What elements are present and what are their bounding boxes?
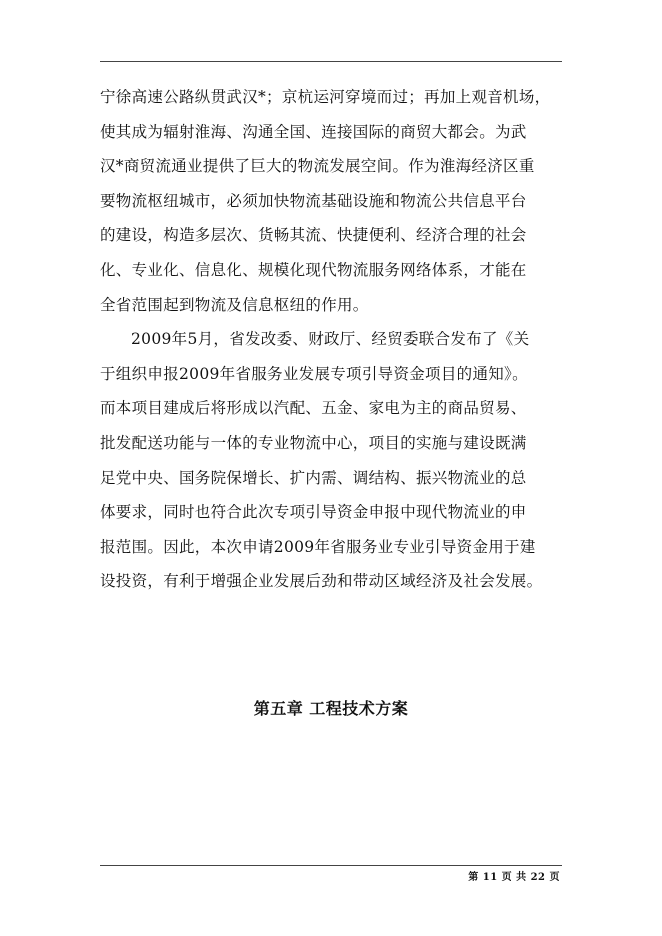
page-number: 第 11 页 共 22 页 [468, 872, 560, 883]
text-line: 化、专业化、信息化、规模化现代物流服务网络体系，才能在 [100, 260, 527, 279]
paragraph-2 [100, 322, 570, 599]
text-line: 要物流枢纽城市，必须加快物流基础设施和物流公共信息平台 [100, 191, 527, 210]
text-line: 报范围。因此，本次申请2009年省服务业专业引导资金用于建 [100, 537, 536, 556]
body-text [100, 80, 570, 599]
text-line: 足党中央、国务院保增长、扩内需、调结构、振兴物流业的总 [100, 468, 527, 487]
text-line: 使其成为辐射淮海、沟通全国、连接国际的商贸大都会。为武 [100, 122, 527, 141]
text-line: 全省范围起到物流及信息枢纽的作用。 [100, 295, 369, 314]
text-line: 于组织申报2009年省服务业发展专项引导资金项目的通知》。 [100, 364, 528, 383]
text-line: 而本项目建成后将形成以汽配、五金、家电为主的商品贸易、 [100, 399, 527, 418]
text-line: 宁徐高速公路纵贯武汉*；京杭运河穿境而过；再加上观音机场， [100, 88, 551, 106]
text-line: 2009年5月，省发改委、财政厅、经贸委联合发布了《关 [131, 330, 530, 349]
text-line: 汉*商贸流通业提供了巨大的物流发展空间。作为淮海经济区重 [100, 157, 535, 176]
chapter-title: 第五章 工程技术方案 [253, 699, 409, 718]
text-line: 批发配送功能与一体的专业物流中心，项目的实施与建设既满 [100, 433, 527, 452]
text-line: 体要求，同时也符合此次专项引导资金申报中现代物流业的申 [100, 503, 527, 522]
header-rule [100, 61, 562, 62]
text-line: 设投资，有利于增强企业发展后劲和带动区域经济及社会发展。 [100, 572, 543, 591]
paragraph-1 [100, 80, 570, 322]
text-line: 的建设，构造多层次、货畅其流、快捷便利、经济合理的社会 [100, 226, 527, 245]
footer-rule [100, 865, 562, 866]
